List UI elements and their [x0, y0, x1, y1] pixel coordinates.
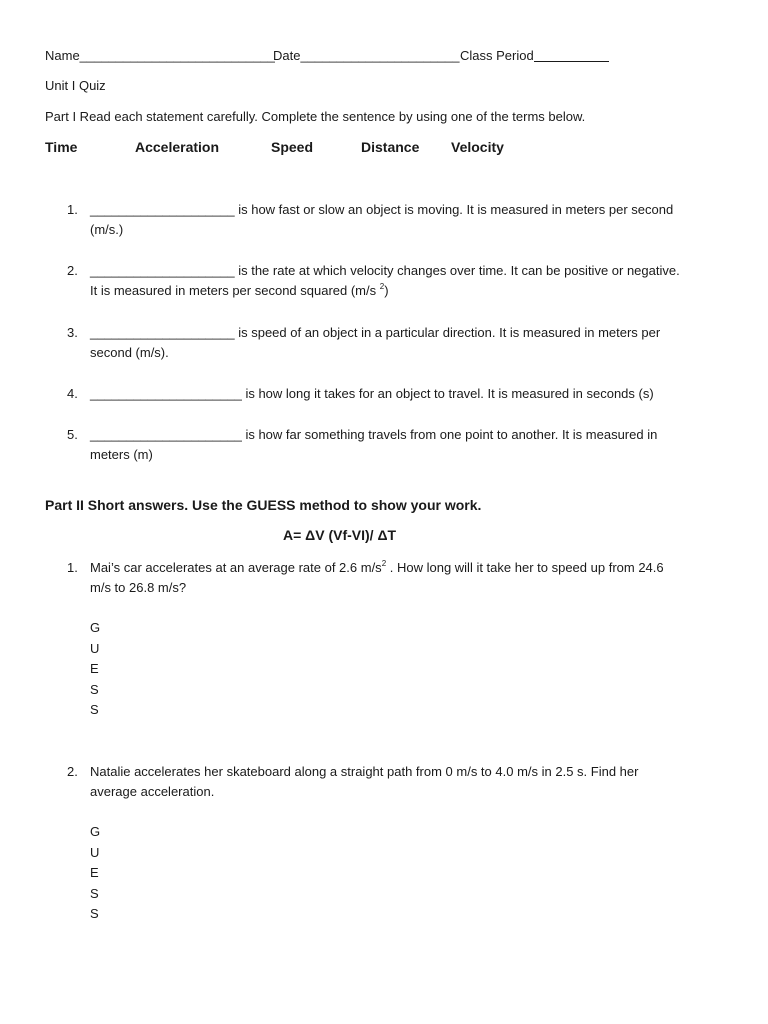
question-number: 2. [67, 764, 78, 779]
question-number: 5. [67, 427, 78, 442]
guess-list-1 [90, 618, 100, 721]
guess-letter-s1: S [90, 885, 99, 901]
question-text-line2: average acceleration. [90, 784, 215, 799]
question-text-line1: Natalie accelerates her skateboard along a straight path from 0 m/s to 4.0 m/s in 2.5 s. Find her [90, 764, 639, 779]
quiz-title: Unit I Quiz [45, 78, 106, 93]
term-acceleration: Acceleration [135, 139, 220, 155]
question-number: 2. [67, 263, 78, 278]
term-velocity: Velocity [451, 139, 504, 155]
question-text-line1: Mai’s car accelerates at an average rate of 2.6 $m/s^2$ . How long will it take her to speed up from 24.6 [90, 559, 664, 575]
name-field-label: Name___________________________ [45, 48, 275, 63]
question-text-line1: _____________________ is how long it takes for an object to travel. It is measured in seconds (s) [90, 386, 654, 401]
part2-heading: Part II Short answers. Use the GUESS method to show your work. [45, 497, 482, 513]
question-text-line1: ____________________ is speed of an object in a particular direction. It is measured in meters per [90, 325, 661, 340]
term-speed: Speed [271, 139, 314, 155]
question-number: 1. [67, 202, 78, 217]
guess-letter-u: U [90, 844, 100, 860]
question-text-line2: It is measured in meters per second squared (m/s $^2$) [90, 282, 389, 298]
question-number: 1. [67, 560, 78, 575]
question-text-line2: m/s to 26.8 m/s? [90, 580, 187, 595]
question-text-line2: second (m/s). [90, 345, 169, 360]
part1-instruction: Part I Read each statement carefully. Complete the sentence by using one of the terms below. [45, 109, 586, 124]
guess-letter-e: E [90, 661, 99, 676]
guess-letter-g: G [90, 824, 101, 839]
class-period-blank [534, 52, 609, 62]
question-number: 4. [67, 386, 78, 401]
question-number: 3. [67, 325, 78, 340]
guess-letter-s2: S [90, 906, 99, 921]
question-text-line2: meters (m) [90, 447, 153, 462]
term-time: Time [45, 139, 78, 155]
class-period-label: Class Period [460, 48, 534, 63]
guess-letter-g: G [90, 620, 101, 635]
guess-letter-s2: S [90, 702, 99, 717]
guess-letter-e: E [90, 865, 99, 880]
guess-letter-s1: S [90, 681, 99, 697]
question-text-line1: ____________________ is the rate at which velocity changes over time. It can be positive or negative. [90, 263, 680, 278]
guess-list-2 [90, 822, 100, 925]
question-text-line1: ____________________ is how fast or slow an object is moving. It is measured in meters per second [90, 202, 674, 217]
acceleration-formula: A= ΔV (Vf-VI)/ ΔT [283, 527, 397, 543]
term-distance: Distance [361, 139, 420, 155]
question-text-line2: (m/s.) [90, 222, 124, 237]
guess-letter-u: U [90, 640, 100, 656]
question-text-line1: _____________________ is how far something travels from one point to another. It is measured in [90, 427, 658, 442]
date-field-label: Date______________________ [273, 48, 460, 63]
